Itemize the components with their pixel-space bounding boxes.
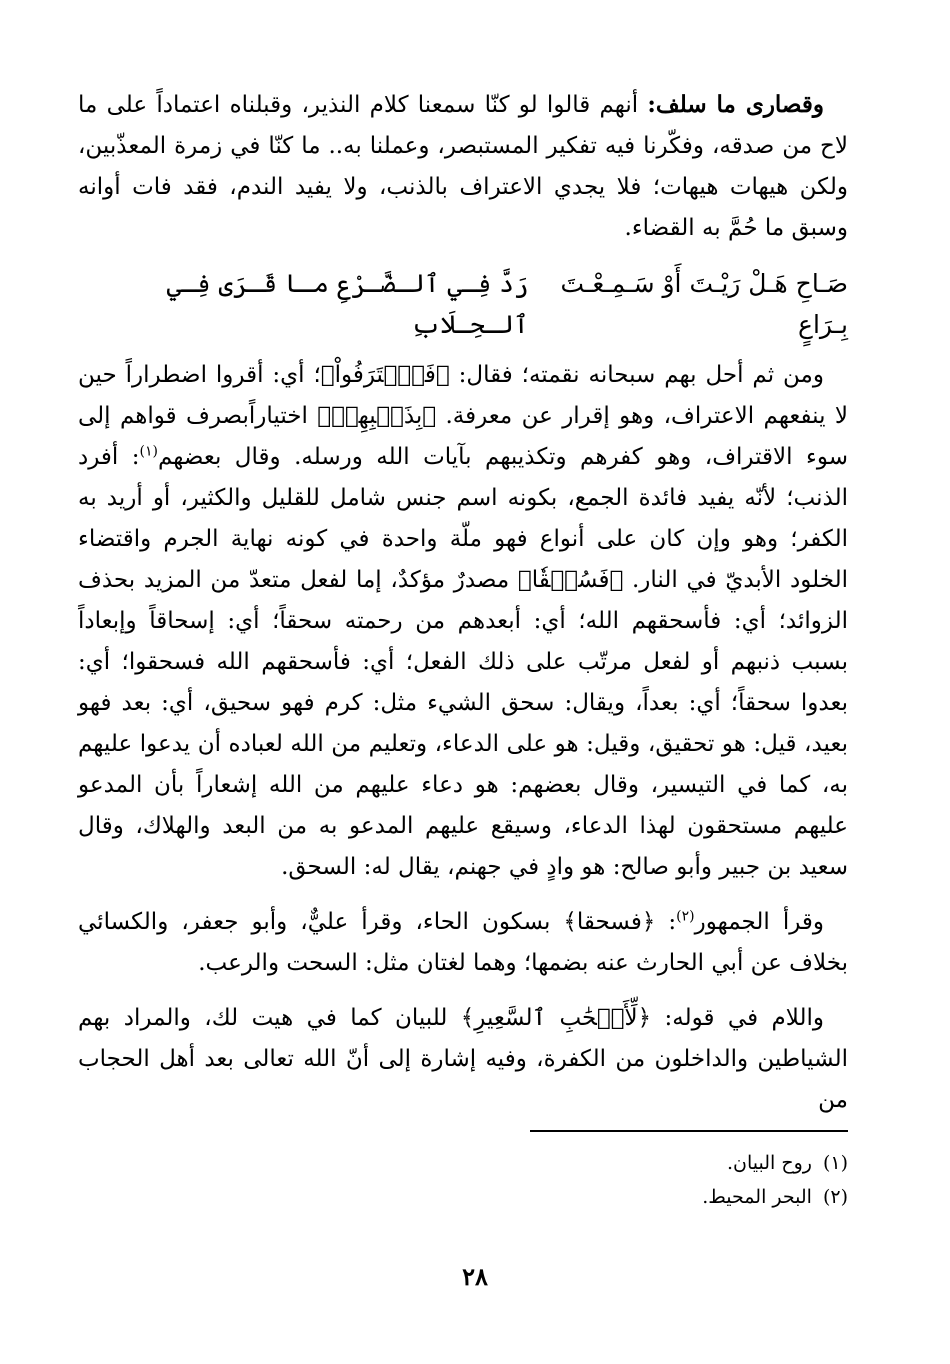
paragraph-text: ومن ثم أحل بهم سبحانه نقمته؛ فقال: ﴿فَٱعۡتَرَفُواْ﴾؛ أي: أقروا اضطراراً حين لا ينفعهم الاعتراف، وهو إقرار عن معرفة. ﴿بِذَنۢبِهِمۡ﴾ اختياراًبصرف قواهم إلى سوء الاقتراف، وهو كفرهم وتكذيبهم بآيات الله ورسله. وقال بعضهم	[78, 362, 848, 470]
paragraph-text-continued: : أفرد الذنب؛ لأنّه يفيد فائدة الجمع، بكونه اسم جنس شامل للقليل والكثير، أو أريد به الكفر؛ وهو وإن كان على أنواع فهو ملّة واحدة في كونه نهاية الجرم واقتضاء الخلود الأبديّ في النار. ﴿فَسُحۡقٗا﴾ مصدرٌ مؤكدٌ، إما لفعل متعدّ من المزيد بحذف الزوائد؛ أي: فأسحقهم الله؛ أي: أبعدهم من رحمته سحقاً؛ أي: إسحاقاً وإبعاداً بسبب ذنبهم أو لفعل مرتّب على ذلك الفعل؛ أي: فأسحقهم الله فسحقوا؛ أي: بعدوا سحقاً؛ أي: بعداً، ويقال: سحق الشيء مثل: كرم فهو سحيق، أي: بعد فهو بعيد، قيل: هو تحقيق، وقيل: هو على الدعاء، وتعليم من الله لعباده أن يدعوا عليهم به، كما في التيسير، وقال بعضهم: هو دعاء عليهم من الله إشعاراً بأن المدعو عليهم مستحقون لهذا الدعاء، وسيقع عليهم المدعو به من البعد والهلاك، وقال سعيد بن جبير وأبو صالح: هو وادٍ في جهنم، يقال له: السحق.	[78, 444, 848, 880]
paragraph-text: واللام في قوله: ﴿لِّأَصۡحَٰبِ ٱلسَّعِيرِ﴾ للبيان كما في هيت لك، والمراد بهم الشياطين والداخلون من الكفرة، وفيه إشارة إلى أنّ الله تعالى بعد أهل الحجاب من	[78, 1005, 848, 1113]
paragraph-summary	[78, 84, 848, 249]
footnote-ref[interactable]: (٢)	[676, 908, 695, 925]
footnote-item	[702, 1180, 848, 1214]
paragraph-text-continued: : ﴿فسحقا﴾ بسكون الحاء، وقرأ عليٌّ، وأبو جعفر، والكسائي بخلاف عن أبي الحارث عنه بضمها؛ وهما لغتان مثل: السحت والرعب.	[78, 909, 848, 976]
paragraph-lead: وقصارى ما سلف:	[647, 91, 824, 118]
footnote-item	[702, 1146, 848, 1180]
footnote-number: (٢)	[822, 1186, 848, 1208]
poetry-verse	[78, 263, 848, 345]
paragraph-lam	[78, 998, 848, 1121]
paragraph-text: أنهم قالوا لو كنّا سمعنا كلام النذير، وقبلناه اعتماداً على ما لاح من صدقه، وفكّرنا فيه تفكير المستبصر، وعملنا به.. ما كنّا في زمرة المعذّبين، ولكن هيهات هيهات؛ فلا يجدي الاعتراف بالذنب، ولا يفيد الندم، فقد فات أوانه وسبق ما حُمَّ به القضاء.	[78, 92, 848, 241]
footnote-divider	[530, 1130, 848, 1132]
verse-first-hemistich: صَـاحِ هَـلْ رَيْـتَ أَوْ سَـمِـعْـتَ بِـرَاعٍ	[560, 269, 848, 339]
footnotes	[702, 1146, 848, 1214]
footnote-ref[interactable]: (١)	[139, 443, 158, 460]
footnote-number: (١)	[822, 1152, 848, 1174]
page-number: ٢٨	[462, 1262, 488, 1291]
paragraph-commentary	[78, 355, 848, 888]
verse-second-hemistich: رَدَّ فِـي ٱلـضَّـرْعِ مـا قَـرَى فِـي ٱلـحِـلَابِ	[166, 269, 529, 339]
paragraph-readings	[78, 902, 848, 984]
paragraph-text: وقرأ الجمهور	[694, 909, 824, 935]
footnote-text: روح البيان.	[726, 1152, 812, 1174]
footnote-text: البحر المحيط.	[702, 1186, 812, 1208]
page-body	[78, 84, 848, 1135]
